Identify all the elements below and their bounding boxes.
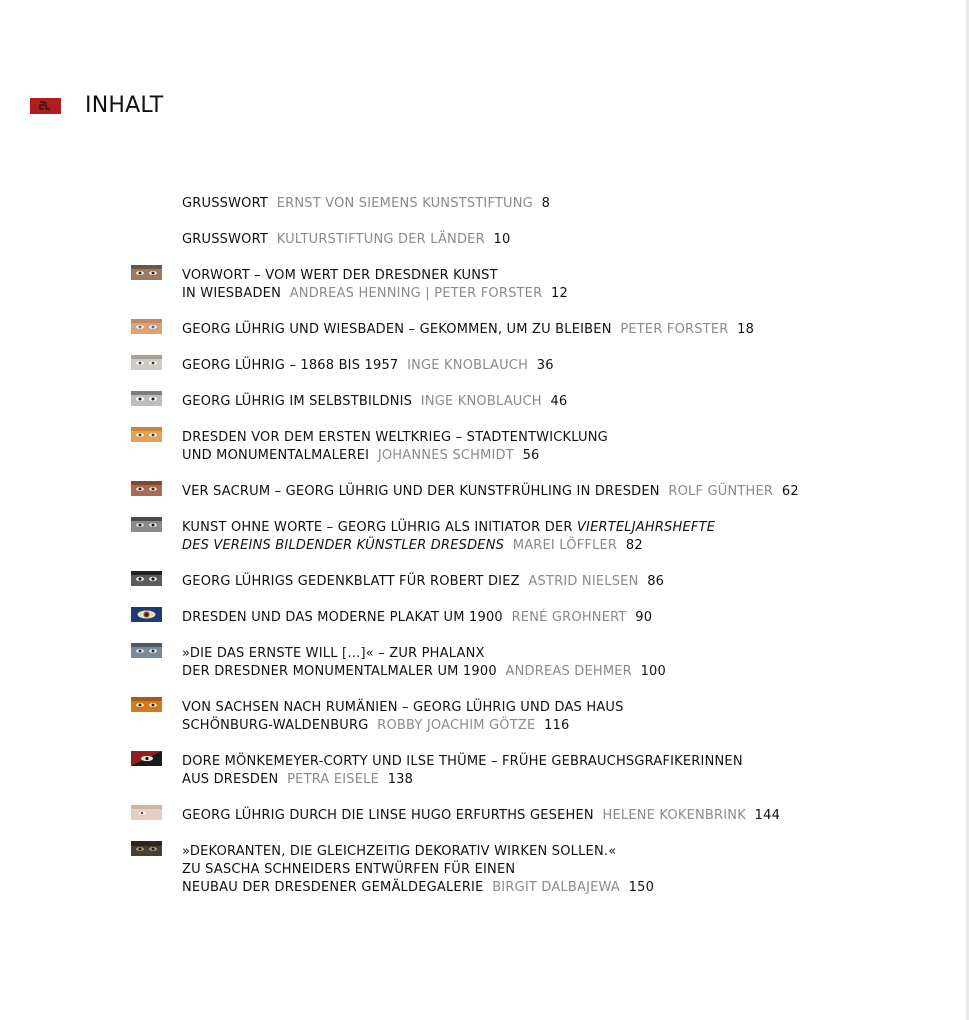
toc-entry-line (182, 393, 902, 411)
toc-entry[interactable] (182, 807, 902, 825)
entry-author: JOHANNES SCHMIDT (377, 448, 514, 463)
entry-author: ERNST VON SIEMENS KUNSTSTIFTUNG (276, 196, 533, 211)
entry-title: VON SACHSEN NACH RUMÄNIEN – GEORG LÜHRIG UND DAS HAUS (182, 700, 624, 715)
entry-title: VER SACRUM – GEORG LÜHRIG UND DER KUNSTFRÜHLING IN DRESDEN (182, 484, 660, 499)
toc-entry[interactable] (182, 231, 902, 249)
toc-entry[interactable] (182, 519, 902, 555)
entry-title: GEORG LÜHRIG – 1868 BIS 1957 (182, 358, 399, 373)
toc-entry-line (182, 771, 902, 789)
toc-entry[interactable] (182, 195, 902, 213)
entry-page-number: 10 (493, 232, 511, 247)
entry-page-number: 90 (635, 610, 653, 625)
entry-title-italic: DES VEREINS BILDENDER KÜNSTLER DRESDENS (182, 538, 505, 553)
toc-entry-line (182, 285, 902, 303)
eyes-detail-thumbnail-icon (131, 805, 162, 820)
entry-author: ANDREAS HENNING | PETER FORSTER (289, 286, 543, 301)
eyes-detail-thumbnail-icon (131, 517, 162, 532)
eyes-detail-thumbnail-icon (131, 607, 162, 622)
toc-entry-line (182, 483, 902, 501)
entry-title: »DIE DAS ERNSTE WILL […]« – ZUR PHALANX (182, 646, 485, 661)
entry-title: KUNST OHNE WORTE – GEORG LÜHRIG ALS INITIATOR DER (182, 520, 573, 535)
eyes-detail-thumbnail-icon (131, 481, 162, 496)
entry-page-number: 116 (544, 718, 570, 733)
entry-title: DRESDEN VOR DEM ERSTEN WELTKRIEG – STADTENTWICKLUNG (182, 430, 608, 445)
entry-title: GRUSSWORT (182, 196, 269, 211)
eyes-detail-thumbnail-icon (131, 841, 162, 856)
eyes-detail-thumbnail-icon (131, 391, 162, 406)
entry-page-number: 144 (754, 808, 781, 823)
toc-entry[interactable] (182, 645, 902, 681)
toc-entry-line (182, 699, 902, 717)
entry-page-number: 86 (647, 574, 665, 589)
entry-page-number: 100 (640, 664, 666, 679)
page-title: INHALT (85, 93, 164, 118)
toc-entry-line (182, 447, 902, 465)
toc-entry[interactable] (182, 573, 902, 591)
toc-entry-line (182, 231, 902, 249)
entry-author: ROLF GÜNTHER (668, 484, 774, 499)
toc-entry-line (182, 537, 902, 555)
toc-entry-line (182, 843, 902, 861)
toc-entry-line (182, 717, 902, 735)
toc-entry-line (182, 609, 902, 627)
entry-page-number: 56 (522, 448, 540, 463)
entry-title: GEORG LÜHRIG IM SELBSTBILDNIS (182, 394, 413, 409)
entry-title: UND MONUMENTALMALEREI (182, 448, 370, 463)
toc-entry[interactable] (182, 357, 902, 375)
eyes-detail-thumbnail-icon (131, 355, 162, 370)
toc-entry[interactable] (182, 609, 902, 627)
eyes-detail-thumbnail-icon (131, 643, 162, 658)
entry-page-number: 8 (541, 196, 551, 211)
entry-page-number: 138 (387, 772, 414, 787)
entry-title: GEORG LÜHRIG DURCH DIE LINSE HUGO ERFURTHS GESEHEN (182, 808, 594, 823)
entry-author: BIRGIT DALBAJEWA (492, 880, 620, 895)
toc-entry-line (182, 321, 902, 339)
entry-author: ASTRID NIELSEN (528, 574, 639, 589)
entry-page-number: 82 (625, 538, 643, 553)
entry-page-number: 150 (628, 880, 655, 895)
toc-entry-line (182, 573, 902, 591)
toc-entry[interactable] (182, 843, 902, 897)
toc-entry[interactable] (182, 393, 902, 411)
eyes-detail-thumbnail-icon (131, 751, 162, 766)
toc-entry-line (182, 267, 902, 285)
entry-page-number: 46 (550, 394, 568, 409)
entry-page-number: 12 (550, 286, 568, 301)
entry-title: GRUSSWORT (182, 232, 269, 247)
entry-author: INGE KNOBLAUCH (420, 394, 542, 409)
toc-entry-line (182, 663, 902, 681)
entry-title: ZU SASCHA SCHNEIDERS ENTWÜRFEN FÜR EINEN (182, 862, 516, 877)
toc-entry-line (182, 519, 902, 537)
toc-entry-line (182, 195, 902, 213)
eyes-detail-thumbnail-icon (131, 427, 162, 442)
toc-entry-line (182, 879, 902, 897)
entry-author: PETER FORSTER (620, 322, 729, 337)
entry-page-number: 62 (781, 484, 799, 499)
entry-author: ROBBY JOACHIM GÖTZE (377, 718, 536, 733)
entry-author: ANDREAS DEHMER (505, 664, 632, 679)
entry-title-italic: VIERTELJAHRSHEFTE (576, 520, 716, 535)
entry-title: SCHÖNBURG-WALDENBURG (182, 718, 369, 733)
entry-title: GEORG LÜHRIG UND WIESBADEN – GEKOMMEN, UM ZU BLEIBEN (182, 322, 612, 337)
entry-title: VORWORT – VOM WERT DER DRESDNER KUNST (182, 268, 498, 283)
eyes-detail-thumbnail-icon (131, 697, 162, 712)
toc-entry-line (182, 807, 902, 825)
entry-page-number: 18 (737, 322, 755, 337)
toc-entry[interactable] (182, 699, 902, 735)
eyes-detail-thumbnail-icon (131, 319, 162, 334)
entry-page-number: 36 (536, 358, 554, 373)
entry-author: HELENE KOKENBRINK (602, 808, 746, 823)
entry-author: MAREI LÖFFLER (512, 538, 618, 553)
entry-title: »DEKORANTEN, DIE GLEICHZEITIG DEKORATIV WIRKEN SOLLEN.« (182, 844, 617, 859)
toc-entry-line (182, 861, 902, 879)
toc-entry-line (182, 357, 902, 375)
eyes-detail-thumbnail-icon (131, 265, 162, 280)
toc-entry-line (182, 645, 902, 663)
entry-author: RENÉ GROHNERT (511, 610, 627, 625)
toc-entry[interactable] (182, 321, 902, 339)
entry-title: NEUBAU DER DRESDENER GEMÄLDEGALERIE (182, 880, 484, 895)
toc-entry[interactable] (182, 483, 902, 501)
toc-entry[interactable] (182, 429, 902, 465)
entry-author: PETRA EISELE (287, 772, 380, 787)
entry-title: DRESDEN UND DAS MODERNE PLAKAT UM 1900 (182, 610, 503, 625)
entry-author: INGE KNOBLAUCH (407, 358, 529, 373)
toc-entry[interactable] (182, 267, 902, 303)
entry-title: GEORG LÜHRIGS GEDENKBLATT FÜR ROBERT DIEZ (182, 574, 520, 589)
entry-title: IN WIESBADEN (182, 286, 282, 301)
toc-entry[interactable] (182, 753, 902, 789)
entry-title: AUS DRESDEN (182, 772, 279, 787)
toc-entry-line (182, 429, 902, 447)
entry-title: DORE MÖNKEMEYER-CORTY UND ILSE THÜME – FRÜHE GEBRAUCHSGRAFIKERINNEN (182, 754, 743, 769)
entry-author: KULTURSTIFTUNG DER LÄNDER (276, 232, 485, 247)
toc-entry-line (182, 753, 902, 771)
entry-title: DER DRESDNER MONUMENTALMALER UM 1900 (182, 664, 497, 679)
eyes-detail-thumbnail-icon (131, 571, 162, 586)
